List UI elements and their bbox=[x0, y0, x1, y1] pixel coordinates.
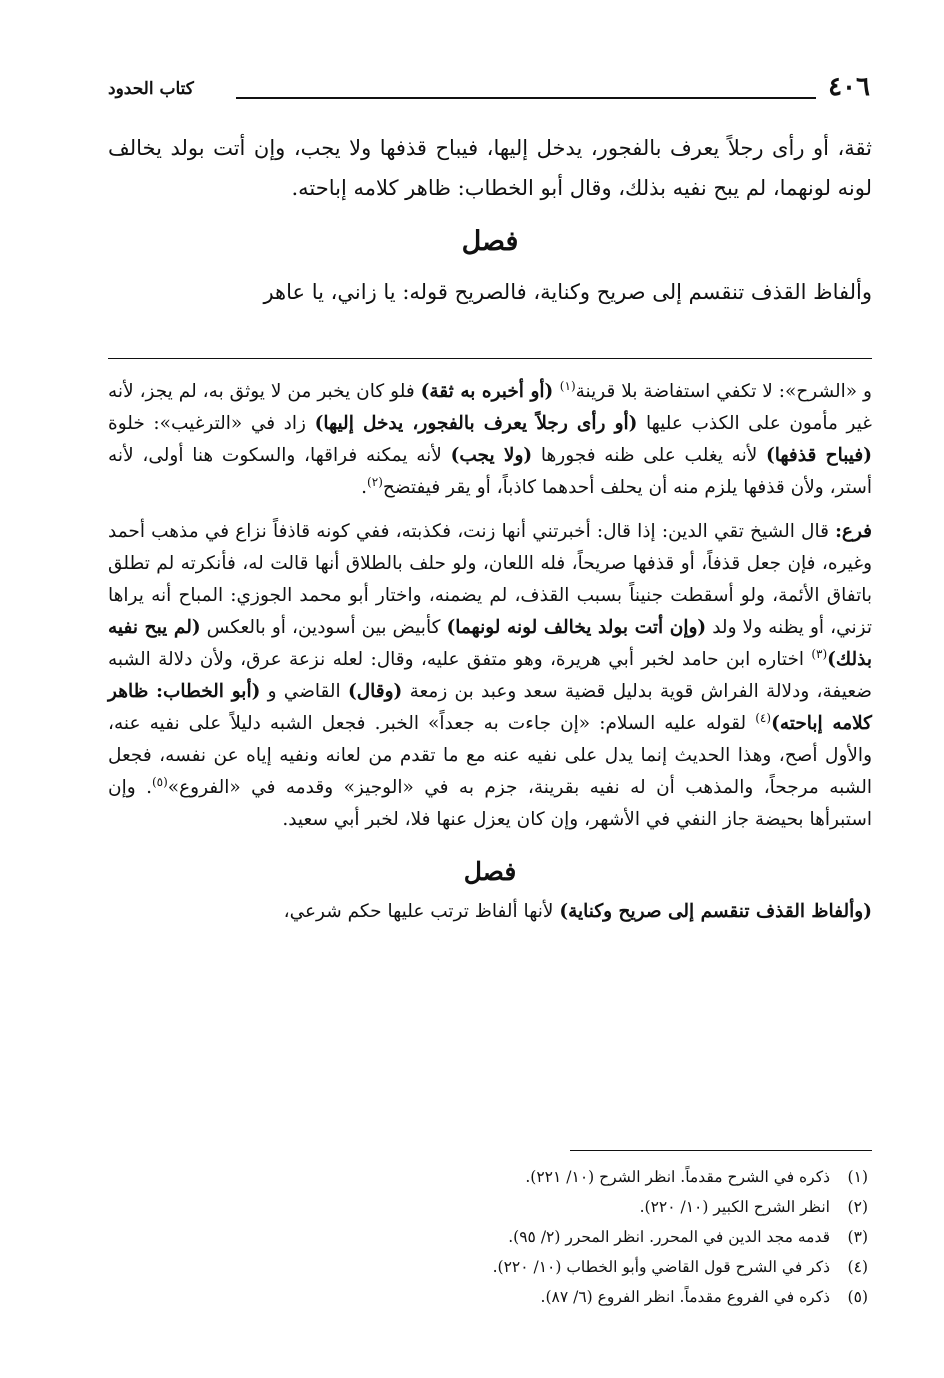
commentary-paragraph bbox=[108, 376, 872, 504]
footnote bbox=[108, 1222, 872, 1252]
page-number: ٤٠٦ bbox=[828, 72, 870, 102]
footnote-number: (٣) bbox=[847, 1228, 868, 1246]
section-heading: فصل bbox=[463, 857, 517, 886]
footnote-text: ذكره في الفروع مقدماً. انظر الفروع (٦/ ٨٧). bbox=[540, 1288, 830, 1306]
commentary-paragraph bbox=[108, 896, 872, 928]
footnote-number: (٢) bbox=[847, 1198, 868, 1216]
commentary-text-run: اختاره ابن حامد لخبر أبي هريرة، وهو متفق عليه، وقال: لعله نزعة عرق، ولأن دلالة الشبه ضعيفة، ودلالة الفراش قوية بدليل قضية سعد وعبد بن زمعة bbox=[108, 649, 872, 702]
footnote bbox=[108, 1252, 872, 1282]
footnote-text: ذكره في الشرح مقدماً. انظر الشرح (١٠/ ٢٢١). bbox=[525, 1168, 830, 1186]
commentary-text-run: القاضي و bbox=[260, 681, 348, 702]
quoted-matn: (وألفاظ القذف تنقسم إلى صريح وكناية) bbox=[559, 901, 872, 922]
section-heading: فصل bbox=[461, 226, 519, 257]
main-text bbox=[108, 128, 872, 312]
running-header bbox=[108, 70, 872, 104]
commentary-text-run: لأنها ألفاظ ترتب عليها حكم شرعي، bbox=[283, 901, 560, 922]
commentary-text-run: و «الشرح»: لا تكفي استفاضة بلا قرينة bbox=[575, 381, 872, 402]
far-label: فرع: bbox=[835, 521, 872, 542]
footnote-ref[interactable]: (٢) bbox=[367, 474, 383, 489]
quoted-matn: (فيباح قذفها) bbox=[766, 445, 872, 466]
commentary-text-run: فلو كان يخبر من لا يوثق به، لم يجز، لأنه غير مأمون على الكذب عليها bbox=[108, 381, 872, 434]
commentary-text-run: لأنه يمكنه فراقها، والسكوت هنا أولى، لأنه أستر، ولأن قذفها يلزم منه أن يحلف أحدهما كاذباً، أو يقر فيفتضح bbox=[108, 445, 872, 498]
commentary-text-run: . bbox=[361, 477, 368, 498]
footnote bbox=[108, 1192, 872, 1222]
footnote-ref[interactable]: (٤) bbox=[755, 710, 772, 725]
quoted-matn: (ولا يجب) bbox=[450, 445, 533, 466]
quoted-matn: (أبو الخطاب: ظاهر كلامه إباحته) bbox=[108, 681, 872, 734]
footnote-text: قدمه مجد الدين في المحرر. انظر المحرر (٢/ ٩٥). bbox=[508, 1228, 830, 1246]
quoted-matn: (وإن أتت بولد يخالف لونه لونهما) bbox=[446, 617, 707, 638]
text-commentary-divider bbox=[108, 358, 872, 359]
footnote-number: (٤) bbox=[847, 1258, 868, 1276]
matn-paragraph: وألفاظ القذف تنقسم إلى صريح وكناية، فالصريح قوله: يا زاني، يا عاهر bbox=[263, 280, 872, 304]
commentary-paragraph bbox=[108, 516, 872, 836]
quoted-matn: (أو رأى رجلاً يعرف بالفجور، يدخل إليها) bbox=[314, 413, 638, 434]
header-rule bbox=[236, 97, 816, 99]
footnote-divider bbox=[570, 1150, 872, 1151]
footnote-text: انظر الشرح الكبير (١٠/ ٢٢٠). bbox=[639, 1198, 830, 1216]
commentary-text-run: . وإن استبرأها بحيضة جاز النفي في الأشهر، وإن كان يعزل عنها فلا، لخبر أبي سعيد. bbox=[108, 777, 872, 830]
commentary-text-run: كأبيض بين أسودين، أو بالعكس bbox=[200, 617, 447, 638]
footnote bbox=[108, 1162, 872, 1192]
quoted-matn: (أو أخبره به ثقة) bbox=[420, 381, 560, 402]
footnote bbox=[108, 1282, 872, 1312]
footnote-ref[interactable]: (٥) bbox=[151, 774, 168, 789]
commentary-text-run: قال الشيخ تقي الدين: إذا قال: أخبرتني أنها زنت، فكذبته، ففي كونه قاذفاً نزاع في مذهب أحمد وغيره، فإن جعل قذفاً، أو قذفها صريحاً، فله اللعان، ولو حلف بالطلاق أنها قالت له، فأنكرته لم تطلق باتفاق الأئمة، ولو أسقطت جنيناً بسبب القذف، لم يضمنه، واختار أبو محمد الجوزي: المباح أنه يراها تزني، أو يظنه ولا ولد bbox=[108, 521, 872, 638]
book-title: كتاب الحدود bbox=[108, 79, 194, 99]
book-page bbox=[108, 64, 872, 1334]
footnote-number: (١) bbox=[847, 1168, 868, 1186]
matn-paragraph: ثقة، أو رأى رجلاً يعرف بالفجور، يدخل إليها، فيباح قذفها ولا يجب، وإن أتت بولد يخالف لونه لونهما، لم يبح نفيه بذلك، وقال أبو الخطاب: ظاهر كلامه إباحته. bbox=[108, 136, 872, 200]
commentary-text-run: لأنه يغلب على ظنه فجورها bbox=[532, 445, 767, 466]
footnote-text: ذكر في الشرح قول القاضي وأبو الخطاب (١٠/ ٢٢٠). bbox=[492, 1258, 830, 1276]
commentary-text-run: زاد في «الترغيب»: خلوة bbox=[108, 413, 315, 434]
commentary-text-run: لقوله عليه السلام: «إن جاءت به جعداً» الخبر. فجعل الشبه دليلاً على نفيه عنه، والأول أصح، وهذا الحديث إنما يدل على نفيه عنه مع ما تقدم من لعانه ونفيه إياه عن نفسه، فجعل الشبه مرجحاً، والمذهب أن له نفيه بقرينة، جزم به في «الوجيز» وقدمه في «الفروع» bbox=[108, 713, 872, 798]
quoted-matn: (لم يبح نفيه بذلك) bbox=[108, 617, 872, 670]
footnote-number: (٥) bbox=[847, 1288, 868, 1306]
footnotes bbox=[108, 1162, 872, 1312]
commentary-text bbox=[108, 376, 872, 940]
quoted-matn: (وقال) bbox=[347, 681, 403, 702]
footnote-ref[interactable]: (٣) bbox=[811, 646, 828, 661]
footnote-ref[interactable]: (١) bbox=[559, 378, 576, 393]
